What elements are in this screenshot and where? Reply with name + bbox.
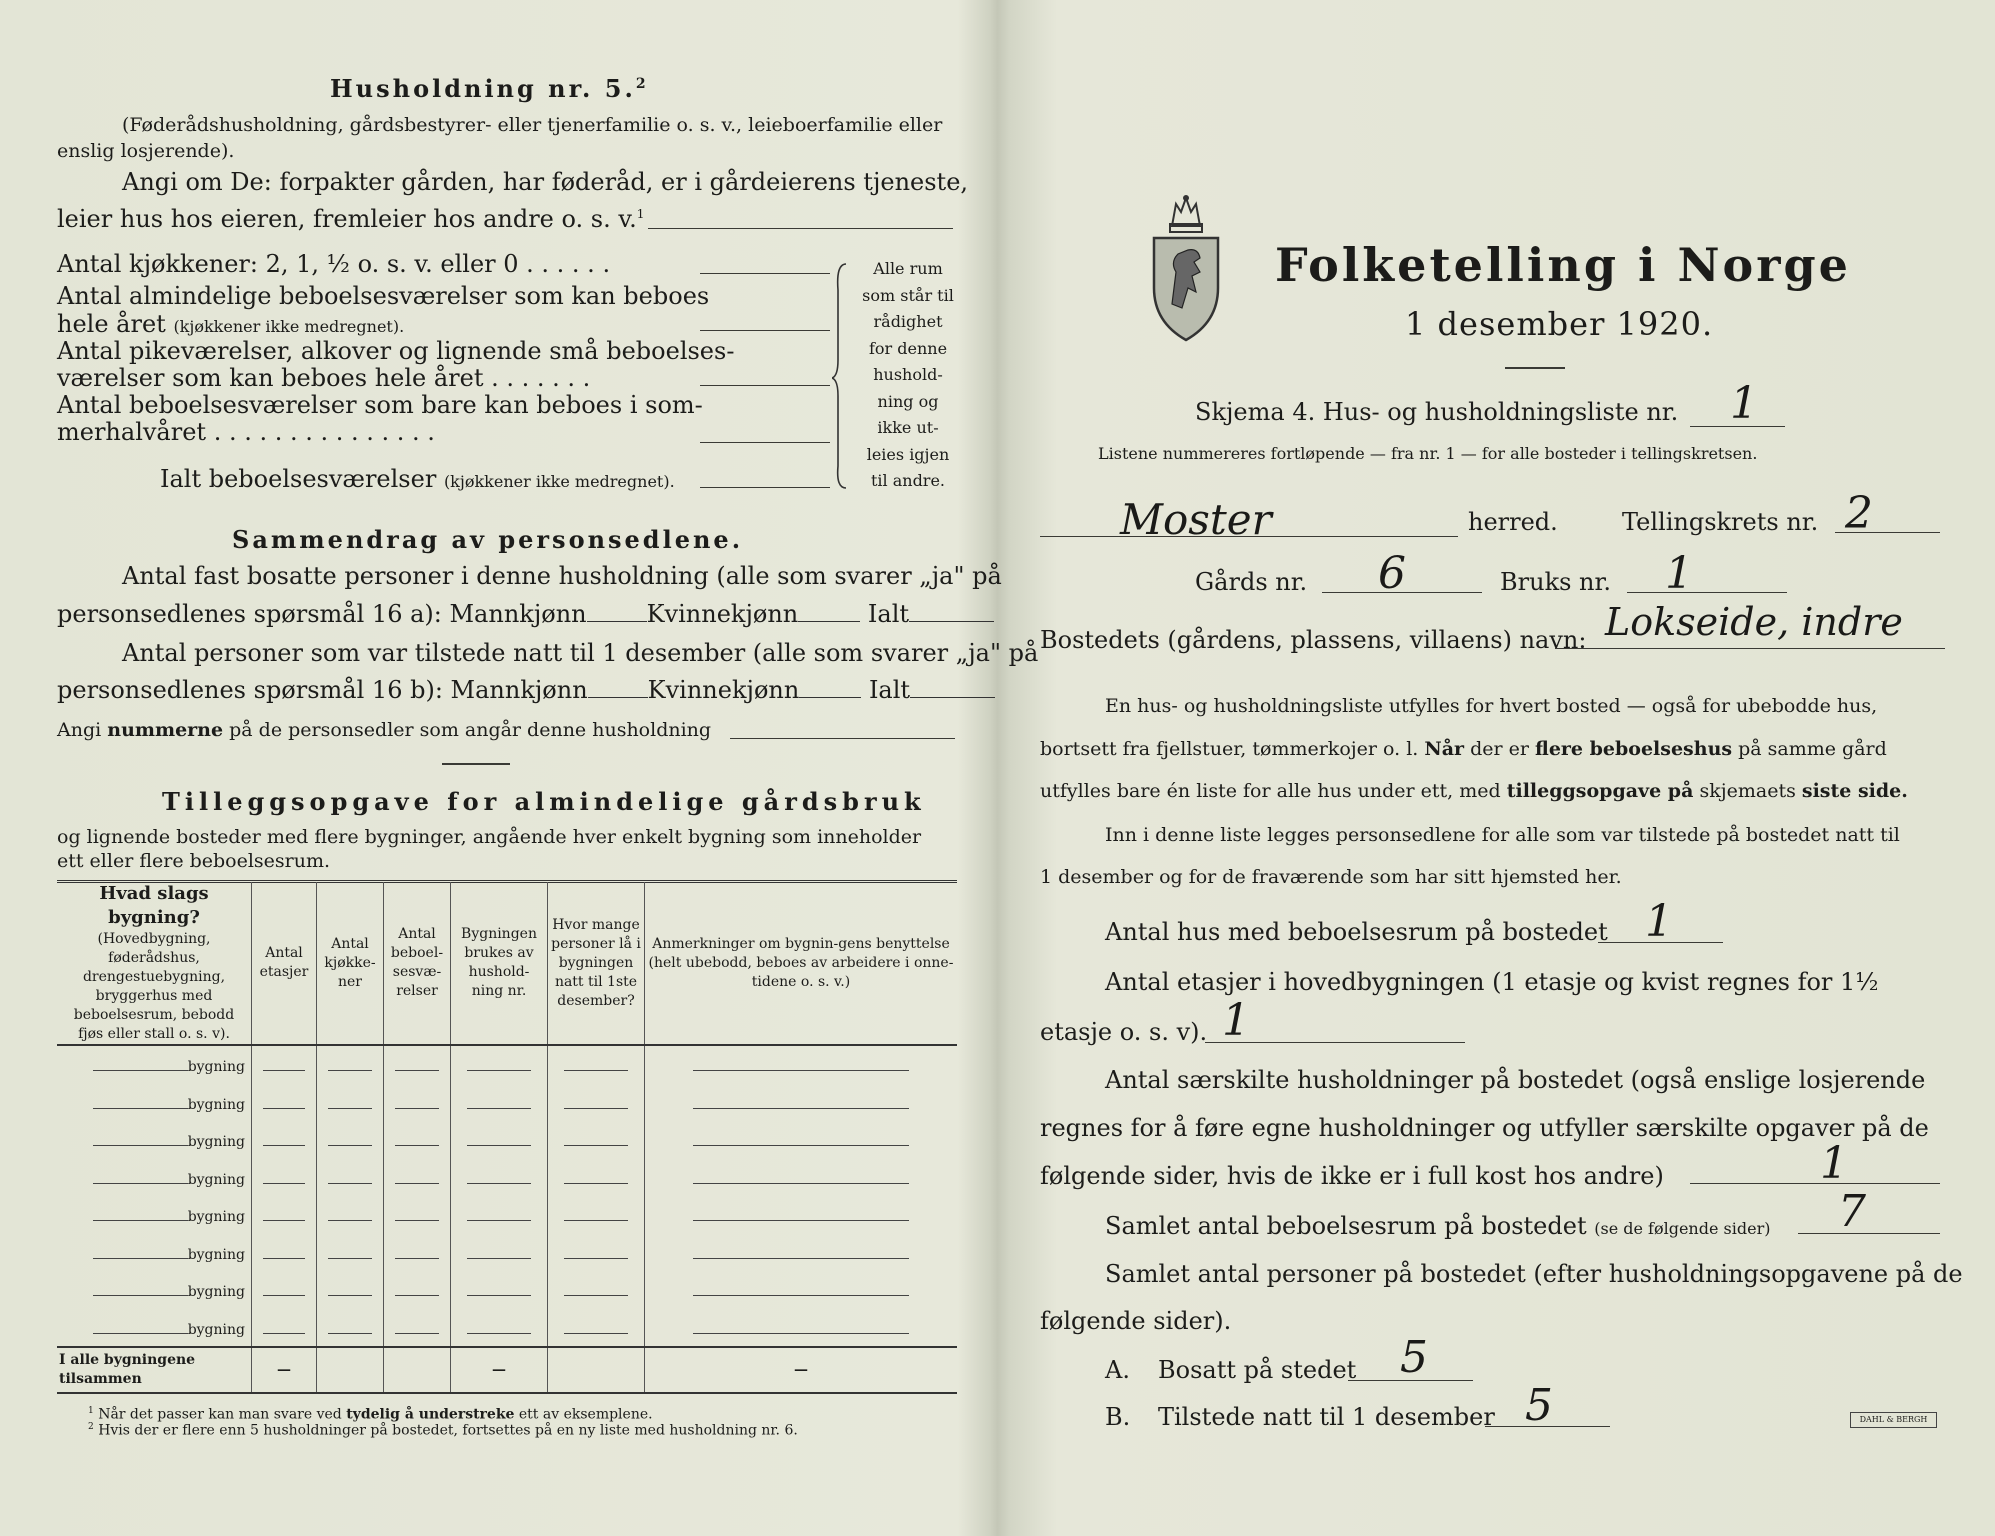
row-label: bygning	[57, 1159, 252, 1197]
cell-hushold[interactable]	[451, 1196, 548, 1234]
sommer-label-1: Antal beboelsesværelser som bare kan beboes i som-	[57, 391, 703, 419]
saer-line-2: regnes for å føre egne husholdninger og utfyller særskilte opgaver på de	[1040, 1114, 1929, 1142]
info-line-2: bortsett fra fjellstuer, tømmerkojer o. l. Når der er flere beboelseshus på samme gård	[1040, 738, 1887, 760]
cell-personer[interactable]	[548, 1084, 645, 1122]
col-building-type: Hvad slags bygning? (Hovedbygning, føderådshus, drengestuebygning, bryggerhus med beboelsesrum, bebodd fjøs eller stall o. s. v).	[57, 882, 252, 1045]
cell-vaerelser[interactable]	[384, 1196, 451, 1234]
row-label: bygning	[57, 1045, 252, 1084]
main-date: 1 desember 1920.	[1405, 305, 1714, 343]
footnote-1: $^1$ Når det passer kan man svare ved tydelig å understreke ett av eksemplene.	[88, 1406, 653, 1423]
tillegg-title: Tilleggsopgave for almindelige gårdsbruk	[162, 787, 926, 816]
skjema-label: Skjema 4. Hus- og husholdningsliste nr.	[1195, 398, 1679, 426]
sum-etasjer: —	[252, 1347, 317, 1393]
cell-anmerkning[interactable]	[645, 1234, 958, 1272]
cell-anmerkning[interactable]	[645, 1196, 958, 1234]
bosatt-value[interactable]: 5	[1400, 1332, 1428, 1383]
cell-vaerelser[interactable]	[384, 1234, 451, 1272]
household-title: Husholdning nr. 5.$^2$	[330, 74, 649, 103]
bracket-note: Alle rum som står til rådighet for denne hushold- ning og ikke ut- leies igjen til andre.	[862, 259, 954, 490]
ialt-label: Ialt beboelsesværelser (kjøkkener ikke medregnet).	[160, 465, 675, 493]
bruks-label: Bruks nr.	[1500, 568, 1611, 596]
herred-value[interactable]: Moster	[1120, 495, 1272, 544]
row-label: bygning	[57, 1271, 252, 1309]
almind-line	[700, 330, 830, 331]
cell-etasjer[interactable]	[252, 1045, 317, 1084]
almind-label-2: hele året (kjøkkener ikke medregnet).	[57, 310, 405, 338]
brace-icon	[832, 260, 852, 490]
table-row	[57, 1271, 957, 1309]
cell-kjokkener[interactable]	[317, 1121, 384, 1159]
cell-personer[interactable]	[548, 1234, 645, 1272]
kjokkener-line	[700, 273, 830, 274]
cell-etasjer[interactable]	[252, 1196, 317, 1234]
cell-vaerelser[interactable]	[384, 1121, 451, 1159]
coat-of-arms-icon	[1148, 192, 1224, 342]
cell-kjokkener[interactable]	[317, 1196, 384, 1234]
kjokkener-label: Antal kjøkkener: 2, 1, ½ o. s. v. eller 0 . . . . . .	[57, 250, 611, 278]
pike-line	[700, 385, 830, 386]
cell-personer[interactable]	[548, 1196, 645, 1234]
bruks-value[interactable]: 1	[1665, 548, 1693, 599]
etasjer-line-2: etasje o. s. v).	[1040, 1018, 1208, 1046]
table-row	[57, 1121, 957, 1159]
cell-etasjer[interactable]	[252, 1234, 317, 1272]
cell-etasjer[interactable]	[252, 1271, 317, 1309]
cell-anmerkning[interactable]	[645, 1271, 958, 1309]
saer-line-1: Antal særskilte husholdninger på bostedet (også enslige losjerende	[1105, 1066, 1926, 1094]
info-line-1: En hus- og husholdningsliste utfylles for hvert bosted — også for ubebodde hus,	[1105, 695, 1878, 717]
cell-vaerelser[interactable]	[384, 1084, 451, 1122]
cell-etasjer[interactable]	[252, 1121, 317, 1159]
cell-etasjer[interactable]	[252, 1309, 317, 1348]
cell-kjokkener[interactable]	[317, 1271, 384, 1309]
hus-value[interactable]: 1	[1645, 896, 1673, 947]
cell-hushold[interactable]	[451, 1309, 548, 1348]
bostedets-value[interactable]: Lokseide, indre	[1605, 600, 1903, 644]
cell-personer[interactable]	[548, 1121, 645, 1159]
angi-line-1: Angi om De: forpakter gården, har føderåd, er i gårdeierens tjeneste,	[122, 168, 969, 196]
ialt-line	[700, 487, 830, 488]
nummer-line: Angi nummerne på de personsedler som angår denne husholdning	[57, 719, 712, 741]
tellingskrets-value[interactable]: 2	[1845, 488, 1873, 539]
building-table	[57, 882, 957, 1394]
table-row	[57, 1084, 957, 1122]
right-page	[1000, 0, 1995, 1536]
angi-answer-line	[648, 228, 953, 229]
cell-anmerkning[interactable]	[645, 1159, 958, 1197]
cell-anmerkning[interactable]	[645, 1045, 958, 1084]
saer-line-3: følgende sider, hvis de ikke er i full kost hos andre)	[1040, 1162, 1664, 1190]
nummer-answer-line	[730, 738, 955, 739]
angi-line-2: leier hus hos eieren, fremleier hos andre o. s. v.$^1$	[57, 205, 645, 233]
info-line-5: 1 desember og for de fraværende som har sitt hjemsted her.	[1040, 866, 1622, 888]
col-etasjer: Antal etasjer	[252, 882, 317, 1045]
printer-stamp: DAHL & BERGH	[1850, 1412, 1937, 1428]
cell-etasjer[interactable]	[252, 1159, 317, 1197]
col-kjokkener: Antal kjøkke-ner	[317, 882, 384, 1045]
sum-kjokkener[interactable]	[317, 1347, 384, 1393]
table-header-row	[57, 882, 957, 1045]
bosatt-letter: A.	[1105, 1356, 1130, 1384]
cell-personer[interactable]	[548, 1309, 645, 1348]
cell-hushold[interactable]	[451, 1159, 548, 1197]
almind-label-1: Antal almindelige beboelsesværelser som kan beboes	[57, 282, 710, 310]
cell-hushold[interactable]	[451, 1234, 548, 1272]
cell-hushold[interactable]	[451, 1084, 548, 1122]
sum-label: I alle bygningene tilsammen	[57, 1347, 252, 1393]
cell-personer[interactable]	[548, 1159, 645, 1197]
cell-vaerelser[interactable]	[384, 1271, 451, 1309]
sum-vaerelser[interactable]	[384, 1347, 451, 1393]
bostedets-label: Bostedets (gårdens, plassens, villaens) navn:	[1040, 626, 1587, 654]
row-label: bygning	[57, 1196, 252, 1234]
samlet-pers-line-1: Samlet antal personer på bostedet (efter husholdningsopgavene på de	[1105, 1260, 1963, 1288]
household-intro-2: enslig losjerende).	[57, 140, 235, 162]
cell-kjokkener[interactable]	[317, 1309, 384, 1348]
cell-hushold[interactable]	[451, 1045, 548, 1084]
cell-vaerelser[interactable]	[384, 1045, 451, 1084]
cell-hushold[interactable]	[451, 1121, 548, 1159]
info-line-3: utfylles bare én liste for alle hus under ett, med tilleggsopgave på skjemaets siste side.	[1040, 780, 1908, 802]
samlet-rum-value[interactable]: 7	[1838, 1186, 1866, 1237]
samlet-rum-line	[1798, 1233, 1940, 1234]
bostedets-line	[1555, 648, 1945, 649]
cell-personer[interactable]	[548, 1045, 645, 1084]
samlet-pers-line-2: følgende sider).	[1040, 1307, 1232, 1335]
tilstede-label: Tilstede natt til 1 desember	[1158, 1403, 1495, 1431]
info-line-4: Inn i denne liste legges personsedlene for alle som var tilstede på bostedet natt til	[1105, 824, 1900, 846]
cell-kjokkener[interactable]	[317, 1084, 384, 1122]
col-beboelsesvaerelser: Antal beboel-sesvæ-relser	[384, 882, 451, 1045]
cell-personer[interactable]	[548, 1271, 645, 1309]
saer-value[interactable]: 1	[1820, 1138, 1848, 1189]
gards-value[interactable]: 6	[1378, 548, 1406, 599]
fast-line-2: personsedlenes spørsmål 16 a): Mannkjønn Kvinnekjønn Ialt	[57, 600, 994, 628]
tilstede-letter: B.	[1105, 1403, 1131, 1431]
title-rule	[1505, 367, 1565, 369]
bruks-line	[1627, 592, 1787, 593]
cell-kjokkener[interactable]	[317, 1159, 384, 1197]
bosatt-label: Bosatt på stedet	[1158, 1356, 1357, 1384]
cell-vaerelser[interactable]	[384, 1309, 451, 1348]
pike-label-1: Antal pikeværelser, alkover og lignende små beboelses-	[57, 337, 735, 365]
table-row	[57, 1234, 957, 1272]
saer-answer-line	[1690, 1183, 1940, 1184]
row-label: bygning	[57, 1121, 252, 1159]
household-intro: (Føderådshusholdning, gårdsbestyrer- eller tjenerfamilie o. s. v., leieboerfamilie eller	[122, 114, 943, 136]
tilst-line-2: personsedlenes spørsmål 16 b): Mannkjønn Kvinnekjønn Ialt	[57, 676, 995, 704]
table-row	[57, 1159, 957, 1197]
herred-label: herred.	[1468, 508, 1558, 536]
table-sum-row	[57, 1347, 957, 1393]
cell-etasjer[interactable]	[252, 1084, 317, 1122]
cell-kjokkener[interactable]	[317, 1234, 384, 1272]
cell-anmerkning[interactable]	[645, 1121, 958, 1159]
row-label: bygning	[57, 1084, 252, 1122]
hus-label: Antal hus med beboelsesrum på bostedet	[1105, 918, 1608, 946]
sommer-label-2: merhalvåret . . . . . . . . . . . . . . .	[57, 418, 435, 446]
tillegg-line-1: og lignende bosteder med flere bygninger, angående hver enkelt bygning som inneholder	[57, 826, 922, 848]
row-label: bygning	[57, 1309, 252, 1348]
table-row	[57, 1045, 957, 1084]
row-label: bygning	[57, 1234, 252, 1272]
cell-anmerkning[interactable]	[645, 1309, 958, 1348]
cell-vaerelser[interactable]	[384, 1159, 451, 1197]
sammendrag-title: Sammendrag av personsedlene.	[232, 525, 744, 554]
main-title: Folketelling i Norge	[1275, 238, 1851, 292]
col-anmerkninger: Anmerkninger om bygnin-gens benyttelse (helt ubebodd, beboes av arbeidere i onne-tidene o. s. v.)	[645, 882, 958, 1045]
sum-hushold: —	[451, 1347, 548, 1393]
samlet-rum-label: Samlet antal beboelsesrum på bostedet (se de følgende sider)	[1105, 1212, 1771, 1240]
tellingskrets-label: Tellingskrets nr.	[1622, 508, 1819, 536]
table-row	[57, 1309, 957, 1348]
cell-anmerkning[interactable]	[645, 1084, 958, 1122]
tilstede-value[interactable]: 5	[1525, 1380, 1553, 1431]
sum-personer[interactable]	[548, 1347, 645, 1393]
cell-hushold[interactable]	[451, 1271, 548, 1309]
etasjer-line-1: Antal etasjer i hovedbygningen (1 etasje og kvist regnes for 1½	[1105, 968, 1879, 996]
skjema-value[interactable]: 1	[1730, 378, 1758, 429]
tillegg-line-2: ett eller flere beboelsesrum.	[57, 850, 331, 872]
separator-rule	[442, 763, 510, 765]
cell-kjokkener[interactable]	[317, 1045, 384, 1084]
sommer-line	[700, 442, 830, 443]
listene-note: Listene nummereres fortløpende — fra nr. 1 — for alle bosteder i tellingskretsen.	[1098, 444, 1758, 463]
etasjer-value[interactable]: 1	[1222, 995, 1250, 1046]
table-row	[57, 1196, 957, 1234]
col-personer: Hvor mange personer lå i bygningen natt til 1ste desember?	[548, 882, 645, 1045]
fast-line-1: Antal fast bosatte personer i denne husholdning (alle som svarer „ja" på	[122, 562, 1002, 590]
col-husholdning-nr: Bygningen brukes av hushold-ning nr.	[451, 882, 548, 1045]
tilst-line-1: Antal personer som var tilstede natt til 1 desember (alle som svarer „ja" på	[122, 639, 1039, 667]
footnote-2: $^2$ Hvis der er flere enn 5 husholdninger på bostedet, fortsettes på en ny liste med husholdning nr. 6.	[88, 1422, 798, 1439]
pike-label-2: værelser som kan beboes hele året . . . . . . .	[57, 364, 591, 392]
gards-label: Gårds nr.	[1195, 568, 1308, 596]
sum-anmerkning: —	[645, 1347, 958, 1393]
